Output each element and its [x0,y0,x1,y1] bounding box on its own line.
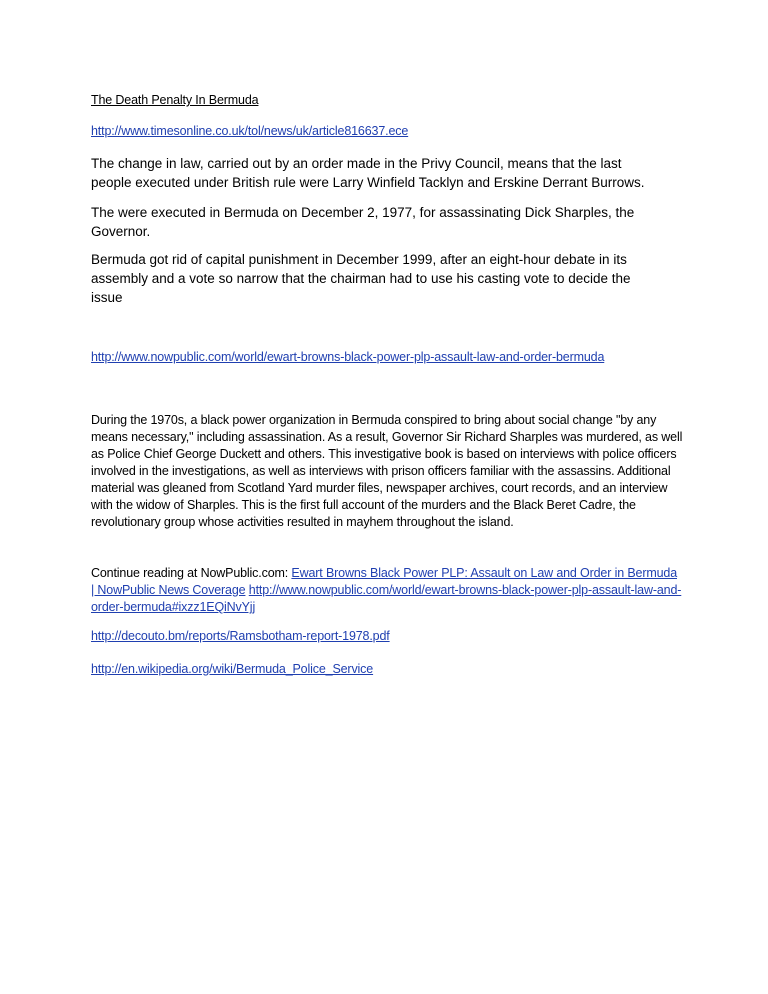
privy-council-paragraph: The change in law, carried out by an order made in the Privy Council, means that the last people executed under British rule were Larry Winfield Tacklyn and Erskine Derrant Burrows. [91,156,645,190]
decouto-report-link[interactable]: http://decouto.bm/reports/Ramsbotham-report-1978.pdf [91,629,390,643]
wikipedia-police-link[interactable]: http://en.wikipedia.org/wiki/Bermuda_Police_Service [91,662,374,676]
continue-reading-url-link[interactable]: http://www.nowpublic.com/world/ewart-browns-black-power-plp-assault-law-and-order-bermuda#ixzz1EQiNvYjj [91,583,682,614]
continue-reading-prefix: Continue reading at NowPublic.com: [91,566,292,580]
execution-date-paragraph: The were executed in Bermuda on December 2, 1977, for assassinating Dick Sharples, the Governor. [91,205,635,239]
document-title: The Death Penalty In Bermuda [91,93,259,107]
continue-reading-title-link[interactable]: Ewart Browns Black Power PLP: Assault on Law and Order in Bermuda | NowPublic News Coverage [91,566,677,597]
continue-reading-paragraph [91,565,683,616]
nowpublic-link[interactable]: http://www.nowpublic.com/world/ewart-browns-black-power-plp-assault-law-and-order-bermuda [91,350,605,364]
times-link-line [91,123,691,140]
decouto-link-line [91,628,691,645]
capital-punishment-paragraph: Bermuda got rid of capital punishment in December 1999, after an eight-hour debate in its assembly and a vote so narrow that the chairman had to use his casting vote to decide the issue [91,252,631,305]
black-power-paragraph: During the 1970s, a black power organization in Bermuda conspired to bring about social change "by any means necessary," including assassination. As a result, Governor Sir Richard Sharples was murdered, as well as Police Chief George Duckett and others. This investigative book is based on interviews with police officers involved in the investigations, as well as interviews with prison officers familiar with the assassins. Additional material was gleaned from Scotland Yard murder files, newspaper archives, court records, and an interview with the widow of Sharples. This is the first full account of the murders and the Black Beret Cadre, the revolutionary group whose activities resulted in mayhem throughout the island. [91,413,683,529]
times-online-link[interactable]: http://www.timesonline.co.uk/tol/news/uk/article816637.ece [91,124,409,138]
nowpublic-link-line [91,349,711,366]
wikipedia-link-line [91,661,691,678]
